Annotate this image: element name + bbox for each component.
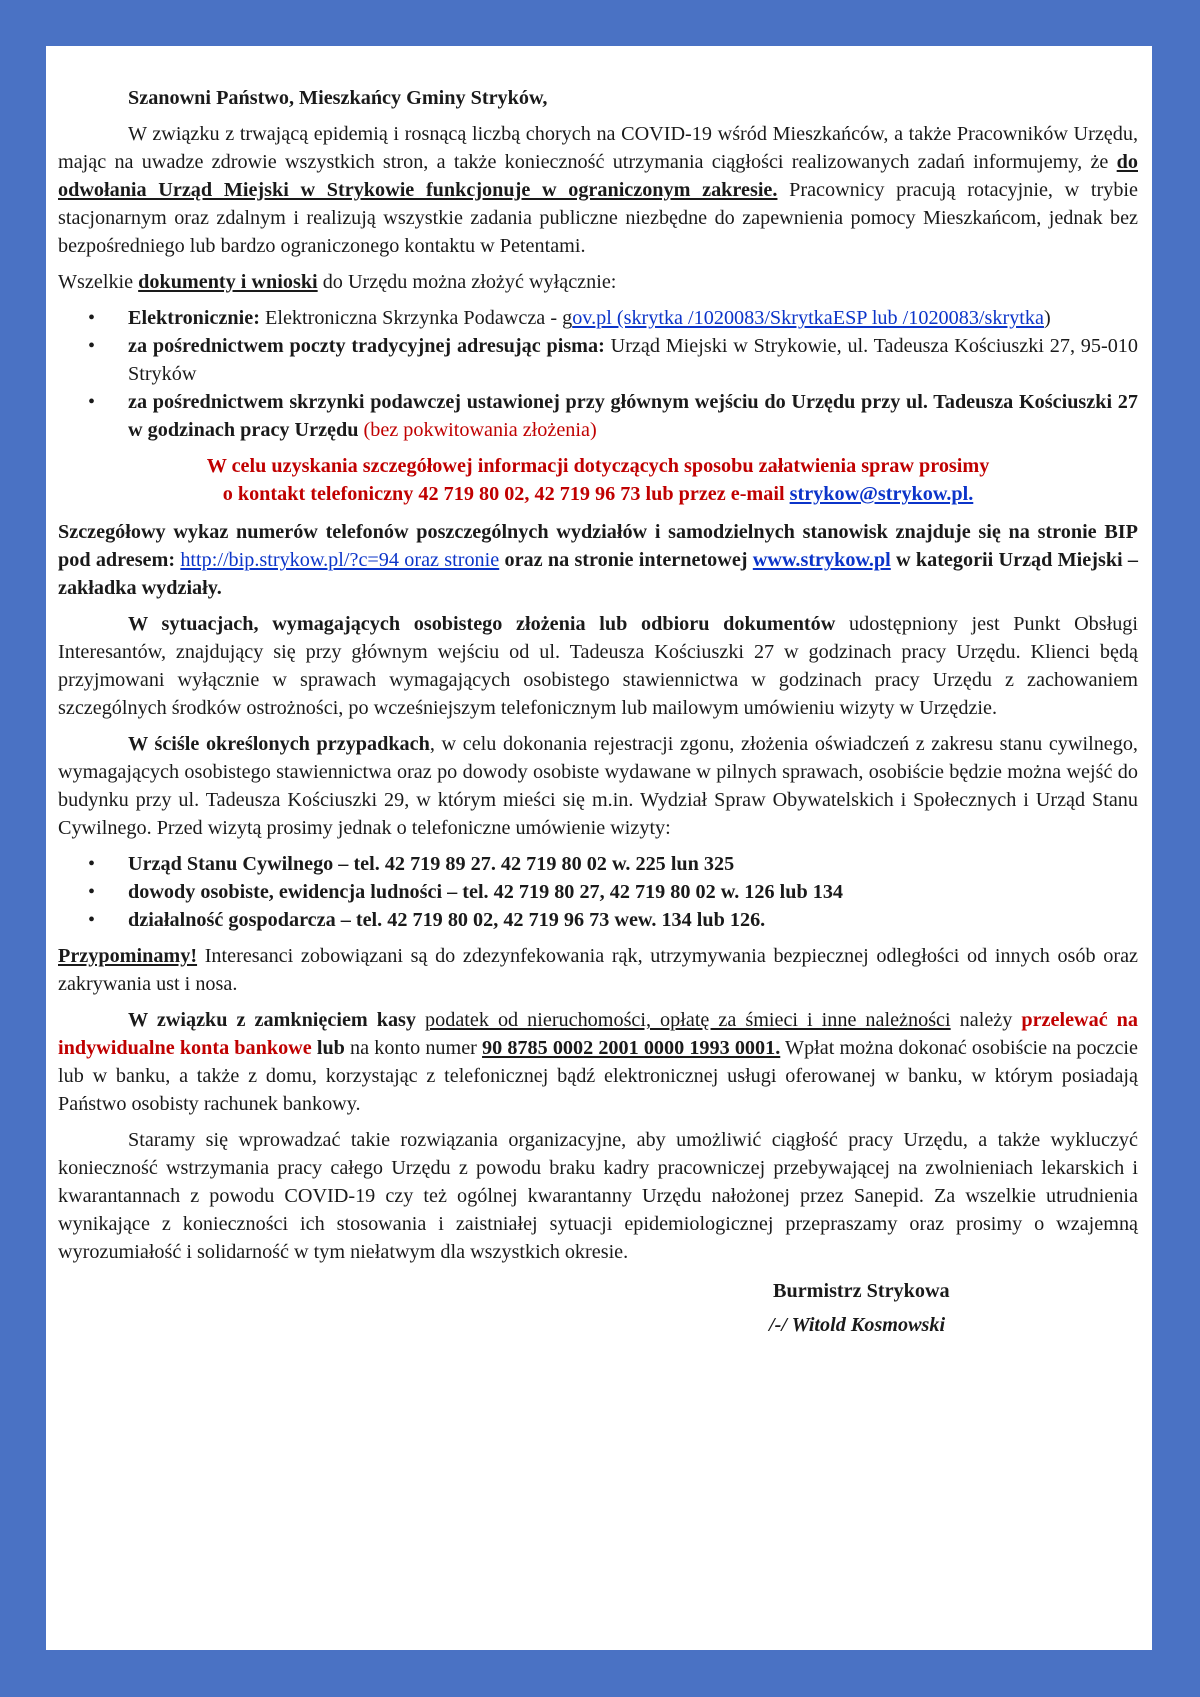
list-item-business: • działalność gospodarcza – tel. 42 719 80 02, 42 719 96 73 wew. 134 lub 126. — [58, 906, 1138, 934]
paragraph-closing: Staramy się wprowadzać takie rozwiązania organizacyjne, aby umożliwić ciągłość pracy Urzędu, a także wykluczyć konieczność wstrzymania pracy całego Urzędu z powodu braku kadry pracowniczej przebywającej na zwolnieniach lekarskich i kwarantannach z powodu COVID-19 czy też ogólnej kwarantanny Urzędu nałożonej przez Sanepid. Za wszelkie utrudnienia wynikające z konieczności ich stosowania i zaistniałej sytuacji epidemiologicznej przepraszamy oraz prosimy o wzajemną wyrozumiałość i solidarność w tym niełatwym dla wszystkich okresie. — [58, 1129, 1138, 1263]
list-item-drop-box: • za pośrednictwem skrzynki podawczej ustawionej przy głównym wejściu do Urzędu przy ul. Tadeusza Kościuszki 27 w godzinach pracy Urzędu (bez pokwitowania złożenia) — [58, 388, 1138, 444]
list-item-electronic: • Elektronicznie: Elektroniczna Skrzynka Podawcza - gov.pl (skrytka /1020083/SkrytkaESP lub /1020083/skrytka) — [58, 304, 1138, 332]
signature-title: Burmistrz Strykowa — [773, 1280, 950, 1302]
list-item-id-documents: • dowody osobiste, ewidencja ludności – tel. 42 719 80 27, 42 719 80 02 w. 126 lub 134 — [58, 878, 1138, 906]
epuap-link[interactable]: ov.pl (skrytka /1020083/SkrytkaESP lub /1020083/skrytka — [572, 307, 1044, 329]
paragraph-payments: W związku z zamknięciem kasy podatek od nieruchomości, opłatę za śmieci i inne należności należy przelewać na indywidualne konta bankowe lub na konto numer 90 8785 0002 2001 0000 1993 0001. Wpłat można dokonać osobiście na poczcie lub w banku, a także z domu, korzystając z telefonicznej bądź elektronicznej usługi oferowanej w banku, w którym posiadają Państwo osobisty rachunek bankowy. — [58, 1009, 1139, 1115]
bullet-icon: • — [88, 307, 96, 329]
bullet-icon: • — [88, 391, 96, 413]
signature-name: /-/ Witold Kosmowski — [769, 1314, 946, 1336]
greeting: Szanowni Państwo, Mieszkańcy Gminy Stryków, — [128, 87, 548, 109]
bullet-icon: • — [88, 335, 96, 357]
paragraph-closure-info: W związku z trwającą epidemią i rosnącą liczbą chorych na COVID-19 wśród Mieszkańców, a także Pracowników Urzędu, mając na uwadze zdrowie wszystkich stron, a także konieczność utrzymania ciągłości realizowanych zadań informujemy, że do odwołania Urząd Miejski w Strykowie funkcjonuje w ograniczonym zakresie. Pracownicy pracują rotacyjnie, w trybie stacjonarnym oraz zdalnym i realizują wszystkie zadania publiczne niezbędne do zapewnienia pomocy Mieszkańcom, jednak bez bezpośredniego lub bardzo ograniczonego kontaktu w Petentami. — [58, 123, 1138, 257]
website-link[interactable]: www.strykow.pl — [752, 549, 891, 571]
letter-body — [58, 84, 1138, 1342]
list-item-post: • za pośrednictwem poczty tradycyjnej adresując pisma: Urząd Miejski w Strykowie, ul. Tadeusza Kościuszki 27, 95-010 Stryków — [58, 332, 1138, 388]
bip-link[interactable]: http://bip.strykow.pl/?c=94 oraz stronie — [180, 549, 500, 571]
list-item-civil-registry: • Urząd Stanu Cywilnego – tel. 42 719 89 27. 42 719 80 02 w. 225 lun 325 — [58, 850, 1138, 878]
submission-methods-list — [58, 304, 1138, 444]
paragraph-phone-directory: Szczegółowy wykaz numerów telefonów poszczególnych wydziałów i samodzielnych stanowisk znajduje się na stronie BIP pod adresem: http://bip.strykow.pl/?c=94 oraz stronie oraz na stronie internetowej www.strykow.pl w kategorii Urząd Miejski – zakładka wydziały. — [58, 521, 1139, 599]
email-link[interactable]: strykow@strykow.pl. — [789, 483, 974, 505]
paragraph-special-cases: W ściśle określonych przypadkach, w celu dokonania rejestracji zgonu, złożenia oświadczeń z zakresu stanu cywilnego, wymagających osobistego stawiennictwa oraz po dowody osobiste wydawane w pilnych sprawach, osobiście będzie można wejść do budynku przy ul. Tadeusza Kościuszki 29, w którym mieści się m.in. Wydział Spraw Obywatelskich i Społecznych i Urząd Stanu Cywilnego. Przed wizytą prosimy jednak o telefoniczne umówienie wizyty: — [58, 733, 1138, 839]
paragraph-reminder: Przypominamy! Interesanci zobowiązani są do zdezynfekowania rąk, utrzymywania bezpiecznej odległości od innych osób oraz zakrywania ust i nosa. — [58, 945, 1138, 995]
document-page — [46, 46, 1152, 1650]
phone-contacts-list — [58, 850, 1138, 934]
signature-block — [58, 1274, 1138, 1342]
paragraph-documents: Wszelkie dokumenty i wnioski do Urzędu można złożyć wyłącznie: — [58, 271, 617, 293]
contact-notice: W celu uzyskania szczegółowej informacji dotyczących sposobu załatwienia spraw prosimy o kontakt telefoniczny 42 719 80 02, 42 719 96 73 lub przez e-mail strykow@strykow.pl. — [206, 455, 990, 505]
bullet-icon: • — [88, 881, 96, 903]
bullet-icon: • — [88, 909, 96, 931]
paragraph-service-point: W sytuacjach, wymagających osobistego złożenia lub odbioru dokumentów udostępniony jest Punkt Obsługi Interesantów, znajdujący się przy głównym wejściu od ul. Tadeusza Kościuszki 27 w godzinach pracy Urzędu. Klienci będą przyjmowani wyłącznie w sprawach wymagających osobistego stawiennictwa w godzinach pracy Urzędu z zachowaniem szczególnych środków ostrożności, po wcześniejszym telefonicznym lub mailowym umówieniu wizyty w Urzędzie. — [58, 613, 1139, 719]
bullet-icon: • — [88, 853, 96, 875]
